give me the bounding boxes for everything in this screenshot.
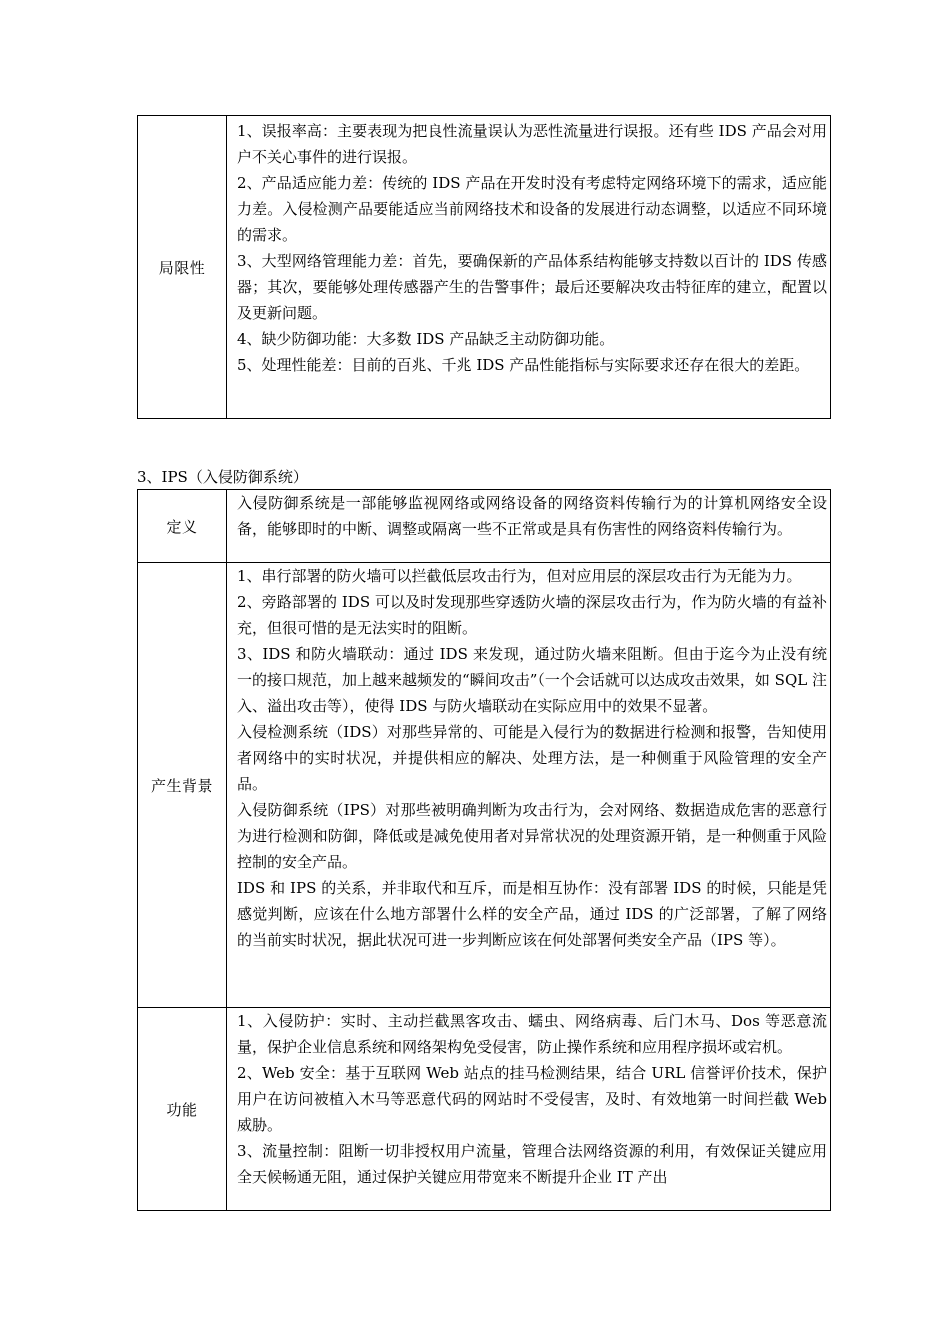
limitations-table — [137, 115, 831, 419]
paragraph: 1、入侵防护：实时、主动拦截黑客攻击、蠕虫、网络病毒、后门木马、Dos 等恶意流量，保护企业信息系统和网络架构免受侵害，防止操作系统和应用程序损坏或宕机。 — [237, 1012, 827, 1056]
paragraph: 5、处理性能差：目前的百兆、千兆 IDS 产品性能指标与实际要求还存在很大的差距。 — [237, 356, 810, 374]
table-row — [138, 563, 831, 1008]
paragraph: 2、产品适应能力差：传统的 IDS 产品在开发时没有考虑特定网络环境下的需求，适应能力差。入侵检测产品要能适应当前网络技术和设备的发展进行动态调整，以适应不同环境的需求。 — [237, 174, 827, 244]
functions-content-clip — [237, 1008, 827, 1208]
table-row — [138, 116, 831, 419]
paragraph: 入侵防御系统（IPS）对那些被明确判断为攻击行为，会对网络、数据造成危害的恶意行为进行检测和防御，降低或是减免使用者对异常状况的处理资源开销，是一种侧重于风险控制的安全产品。 — [237, 801, 827, 871]
row-content-background — [227, 563, 831, 1008]
table-row — [138, 1008, 831, 1211]
section-heading: 3、IPS（入侵防御系统） — [137, 468, 308, 486]
row-label-background: 产生背景 — [138, 563, 227, 1008]
paragraph: 入侵防御系统是一部能够监视网络或网络设备的网络资料传输行为的计算机网络安全设备，能够即时的中断、调整或隔离一些不正常或是具有伤害性的网络资料传输行为。 — [237, 494, 827, 538]
row-content-functions — [227, 1008, 831, 1211]
paragraph: 3、IDS 和防火墙联动：通过 IDS 来发现，通过防火墙来阻断。但由于迄今为止没有统一的接口规范，加上越来越频发的“瞬间攻击”（一个会话就可以达成攻击效果，如 SQL 注入、溢出攻击等），使得 IDS 与防火墙联动在实际应用中的效果不显著。 — [237, 645, 827, 715]
row-label-functions: 功能 — [138, 1008, 227, 1211]
paragraph: 1、误报率高：主要表现为把良性流量误认为恶性流量进行误报。还有些 IDS 产品会对用户不关心事件的进行误报。 — [237, 122, 827, 166]
paragraph: 3、大型网络管理能力差：首先，要确保新的产品体系结构能够支持数以百计的 IDS 传感器；其次，要能够处理传感器产生的告警事件；最后还要解决攻击特征库的建立，配置以及更新问题。 — [237, 252, 827, 322]
row-label-limitations: 局限性 — [138, 116, 227, 419]
row-label-definition: 定义 — [138, 490, 227, 563]
row-content-definition — [227, 490, 831, 563]
paragraph: 2、旁路部署的 IDS 可以及时发现那些穿透防火墙的深层攻击行为，作为防火墙的有益补充，但很可惜的是无法实时的阻断。 — [237, 593, 827, 637]
table-row — [138, 490, 831, 563]
paragraph: 4、缺少防御功能：大多数 IDS 产品缺乏主动防御功能。 — [237, 330, 615, 348]
paragraph: 3、流量控制：阻断一切非授权用户流量，管理合法网络资源的利用，有效保证关键应用全天候畅通无阻，通过保护关键应用带宽来不断提升企业 IT 产出 — [237, 1142, 827, 1186]
paragraph: IDS 和 IPS 的关系，并非取代和互斥，而是相互协作：没有部署 IDS 的时候，只能是凭感觉判断，应该在什么地方部署什么样的安全产品，通过 IDS 的广泛部署，了解了网络的当前实时状况，据此状况可进一步判断应该在何处部署何类安全产品（IPS 等）。 — [237, 879, 827, 949]
paragraph: 1、串行部署的防火墙可以拦截低层攻击行为，但对应用层的深层攻击行为无能为力。 — [237, 567, 802, 585]
paragraph: 入侵检测系统（IDS）对那些异常的、可能是入侵行为的数据进行检测和报警，告知使用者网络中的实时状况，并提供相应的解决、处理方法，是一种侧重于风险管理的安全产品。 — [237, 723, 827, 793]
paragraph: 2、Web 安全：基于互联网 Web 站点的挂马检测结果，结合 URL 信誉评价技术，保护用户在访问被植入木马等恶意代码的网站时不受侵害，及时、有效地第一时间拦截 Web 威胁。 — [237, 1064, 827, 1134]
row-content-limitations — [227, 116, 831, 419]
ips-table — [137, 489, 831, 1211]
